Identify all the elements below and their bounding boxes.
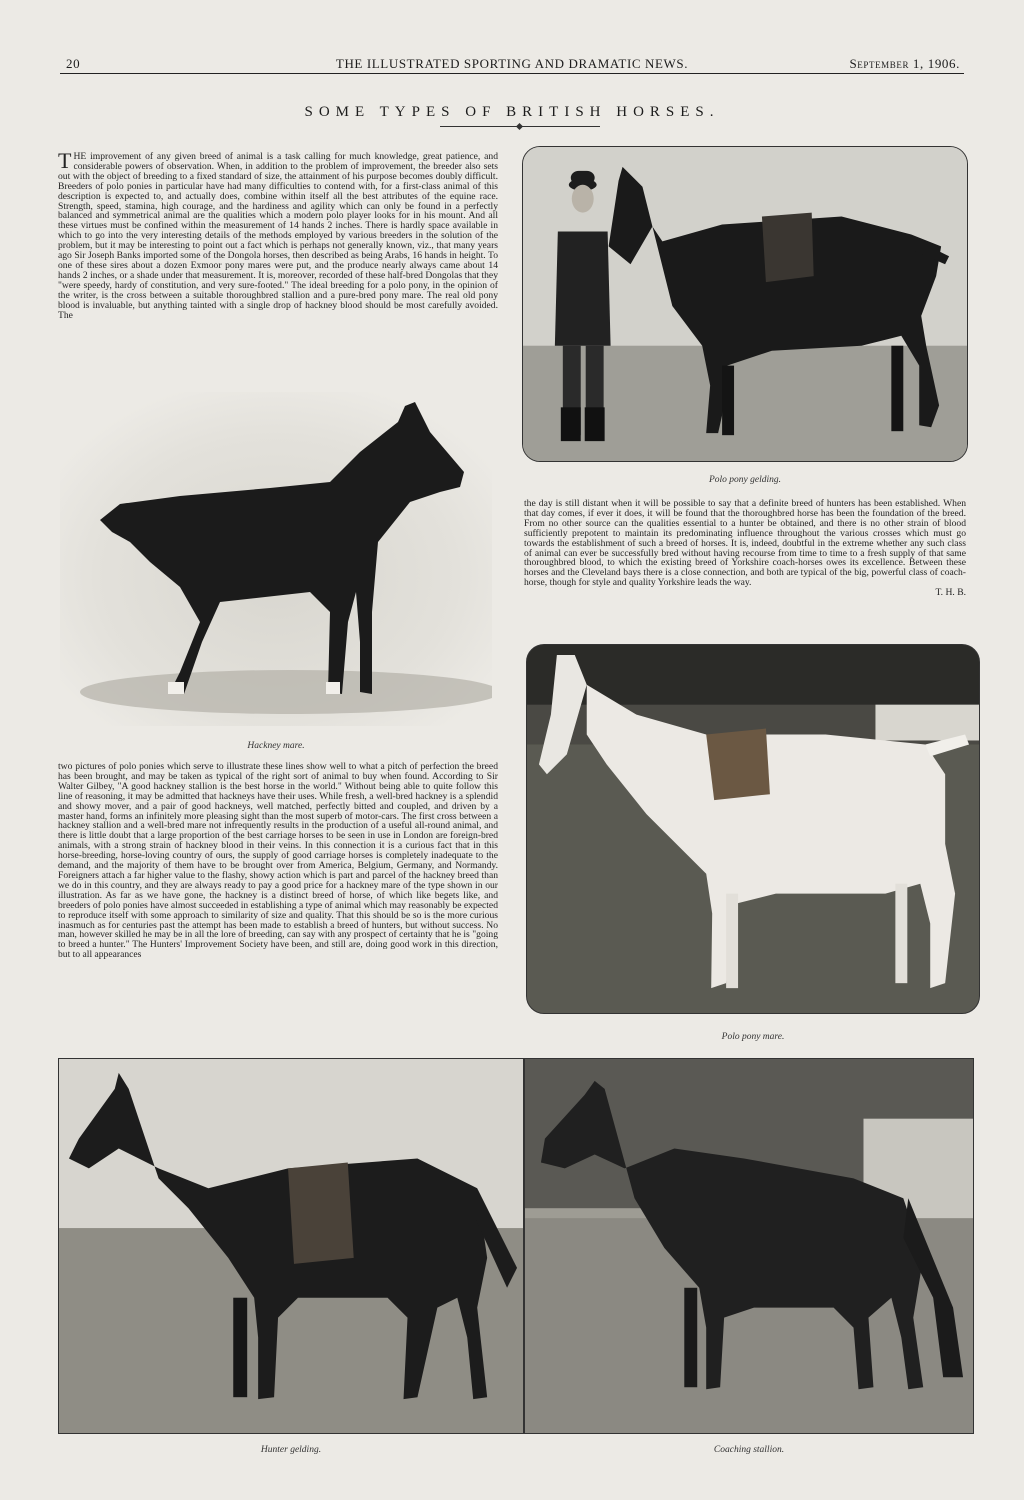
page-header [60,52,964,74]
caption-hunter-gelding: Hunter gelding. [260,1445,322,1455]
caption-coaching-stallion: Coaching stallion. [713,1445,785,1455]
article-text-intro [58,152,498,378]
paragraph-4: the day is still distant when it will be possible to say that a definite breed of hunters has been established. When that day comes, if ever it does, it will be found that the thoroughbred horse has been the foundation of the breed. From no other source can the qualities essential to a hunter be obtained, and there is no other strain of blood sufficiently prepotent to maintain its predominating influence throughout the various crosses which must go towards the establishment of such a breed of horses. It is, indeed, doubtful in the extreme whether any such class of animal can ever be successfully bred without having recourse from time to time to a fresh supply of that same thoroughbred blood, to which the existing breed of Yorkshire coach-horses owes its excellence. Between these horses and the Cleveland bays there is a close connection, and both are typical of the big, powerful class of coach-horse, though for style and quality Yorkshire leads the way. [524,499,966,589]
photo-polo-pony-gelding [522,146,968,462]
paragraph-2: two pictures of polo ponies which serve to illustrate these lines show well to what a pitch of perfection the breed has been brought, and may be taken as typical of the right sort of animal to buy when found. [58,762,498,782]
page-number: 20 [66,56,81,71]
drop-cap: T [58,152,72,173]
masthead: THE ILLUSTRATED SPORTING AND DRAMATIC NEWS. [335,56,689,71]
title-ornament-rule [440,126,600,127]
article-text-main [58,762,498,1038]
photo-coaching-stallion [524,1058,974,1434]
photo-hackney-mare [60,392,492,726]
article-text-conclusion [524,499,966,631]
paragraph-3: According to Sir Walter Gilbey, "A good hackney stallion is the best horse in the world." Without being able to quite follow this line of reasoning, it may be admitted that hackneys have their uses. While fresh, a well-bred hackney is a splendid and showy mover, and a pair of good hackneys, well matched, perfectly bitted and coupled, and driven by a master hand, forms an infinitely more pleasing sight than the most superb of motor-cars. The first cross between a hackney stallion and a well-bred mare not infrequently results in the production of a useful all-round animal, and there is little doubt that a large proportion of the best carriage horses to be seen in use in London are foreign-bred animals, with a strong strain of hackney blood in their veins. In this connection it is a curious fact that in this horse-breeding, horse-loving country of ours, the supply of good carriage horses is completely inadequate to the demand, and the majority of them have to be brought over from America, Belgium, Germany, and Normandy. Foreigners attach a far higher value to the flashy, showy action which is part and parcel of the hackney breed than we do in this country, and they are always ready to pay a good price for a hackney mare of the type shown in our illustration. As far as we have gone, the hackney is a distinct breed of horse, of which like begets like, and breeders of polo ponies have almost succeeded in establishing a type of animal which may reasonably be expected to reproduce itself with some approach to similarity of size and quality. That this should be so is the more curious inasmuch as for centuries past the attempt has been made to establish a breed of hunters, but without success. No man, however skilled he may be in all the lore of breeding, can say with any prospect of certainty that he is "going to breed a hunter." The Hunters' Improvement Society have been, and still are, doing good work in this direction, but to all appearances [58,770,498,961]
photo-polo-pony-mare [526,644,980,1014]
article-title: SOME TYPES OF BRITISH HORSES. [304,104,720,120]
issue-date: September 1, 1906. [849,56,960,71]
caption-polo-pony-mare: Polo pony mare. [721,1032,785,1042]
photo-hunter-gelding [58,1058,524,1434]
author-signature: T. H. B. [935,587,966,599]
caption-hackney-mare: Hackney mare. [247,741,305,751]
caption-polo-pony-gelding: Polo pony gelding. [708,475,782,485]
paragraph-1: HE improvement of any given breed of animal is a task calling for much knowledge, great patience, and considerable powers of observation. When, in addition to the problem of improvement, the breeder also sets out with the object of breeding to a fixed standard of size, the attainment of his purpose becomes doubly difficult. Breeders of polo ponies in particular have had many difficulties to contend with, for a first-class animal of this description is expected to, and actually does, combine within itself all the best attributes of the equine race. Strength, speed, stamina, high courage, and the hardiness and agility which can only be found in a perfectly balanced and symmetrical animal are the qualities which a modern polo player looks for in his mount. And all these virtues must be confined within the measurement of 14 hands 2 inches. There is hardly space available in which to go into the very interesting details of the methods employed by various breeders in the solution of the problem, but it may be interesting to point out a fact which is perhaps not generally known, viz., that many years ago Sir Joseph Banks imported some of the Dongola horses, then described as being Arabs, 16 hands in height. To one of these sires about a dozen Exmoor pony mares were put, and the produce nearly always came about 14 hands 2 inches, or a shade under that measurement. It is, moreover, recorded of these half-bred Dongolas that they "were speedy, hardy of constitution, and very sure-footed." The ideal breeding for a polo pony, in the opinion of the writer, is the cross between a suitable thoroughbred stallion and a pure-bred pony mare. The real old pony blood is invaluable, but anything tainted with a single drop of hackney blood should be most carefully avoided. The [58,152,498,321]
